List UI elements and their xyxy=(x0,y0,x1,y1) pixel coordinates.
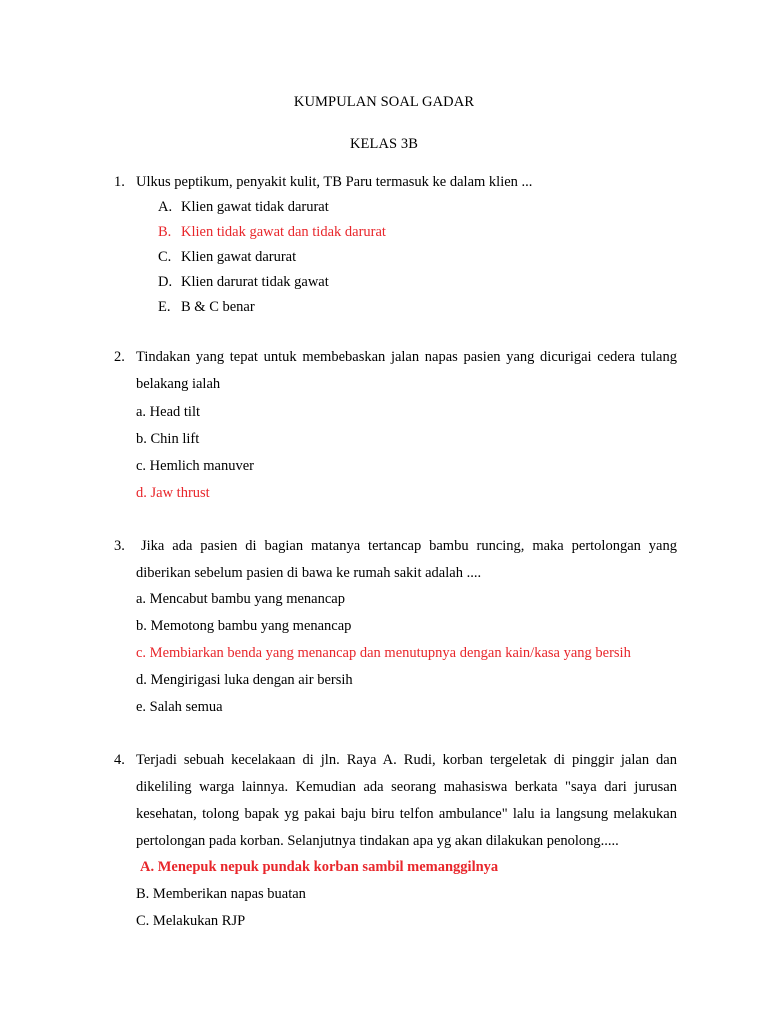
option-text: b. Chin lift xyxy=(136,431,200,447)
question-number: 4. xyxy=(114,752,125,768)
option-text: Klien gawat tidak darurat xyxy=(181,199,329,215)
question-text: Ulkus peptikum, penyakit kulit, TB Paru termasuk ke dalam klien ... xyxy=(136,174,533,190)
question-text: Terjadi sebuah kecelakaan di jln. Raya A. Rudi, korban tergeletak di pinggir jalan dan dikeliling warga lainnya. Kemudian ada seorang mahasiswa berkata "saya dari jurusan kesehatan, tolong bapak yg pakai baju biru telfon ambulance" lalu ia langsung melakukan pertolongan pada korban. Selanjutnya tindakan apa yg akan dilakukan penolong..... xyxy=(136,752,677,849)
option-text: d. Mengirigasi luka dengan air bersih xyxy=(136,672,353,688)
question-number: 2. xyxy=(114,349,125,365)
option-text: C. Melakukan RJP xyxy=(136,913,246,929)
class-heading: KELAS 3B xyxy=(349,136,419,152)
question-number: 1. xyxy=(114,174,125,190)
option-text: b. Memotong bambu yang menancap xyxy=(136,618,352,634)
option-text: e. Salah semua xyxy=(136,699,223,715)
option-letter-answer: B. xyxy=(158,224,172,240)
option-letter: A. xyxy=(158,199,173,215)
option-text: B & C benar xyxy=(181,299,255,315)
option-text: c. Hemlich manuver xyxy=(136,458,254,474)
option-text-answer: d. Jaw thrust xyxy=(136,485,210,501)
option-letter: C. xyxy=(158,249,172,265)
option-text-answer: c. Membiarkan benda yang menancap dan menutupnya dengan kain/kasa yang bersih xyxy=(136,645,631,661)
option-text: B. Memberikan napas buatan xyxy=(136,886,306,902)
option-text: a. Mencabut bambu yang menancap xyxy=(136,591,345,607)
option-text-answer: Klien tidak gawat dan tidak darurat xyxy=(181,224,386,240)
option-text: Klien gawat darurat xyxy=(181,249,297,265)
question-text: Tindakan yang tepat untuk membebaskan jalan napas pasien yang dicurigai cedera tulang belakang ialah xyxy=(136,349,677,392)
option-letter: D. xyxy=(158,274,173,290)
question-text: Jika ada pasien di bagian matanya tertancap bambu runcing, maka pertolongan yang diberikan sebelum pasien di bawa ke rumah sakit adalah .... xyxy=(136,538,677,581)
option-text: Klien darurat tidak gawat xyxy=(181,274,329,290)
option-text-answer: A. Menepuk nepuk pundak korban sambil memanggilnya xyxy=(140,859,499,875)
question-number: 3. xyxy=(114,538,125,554)
document-title: KUMPULAN SOAL GADAR xyxy=(293,94,475,110)
option-letter: E. xyxy=(158,299,171,315)
option-text: a. Head tilt xyxy=(136,404,201,420)
